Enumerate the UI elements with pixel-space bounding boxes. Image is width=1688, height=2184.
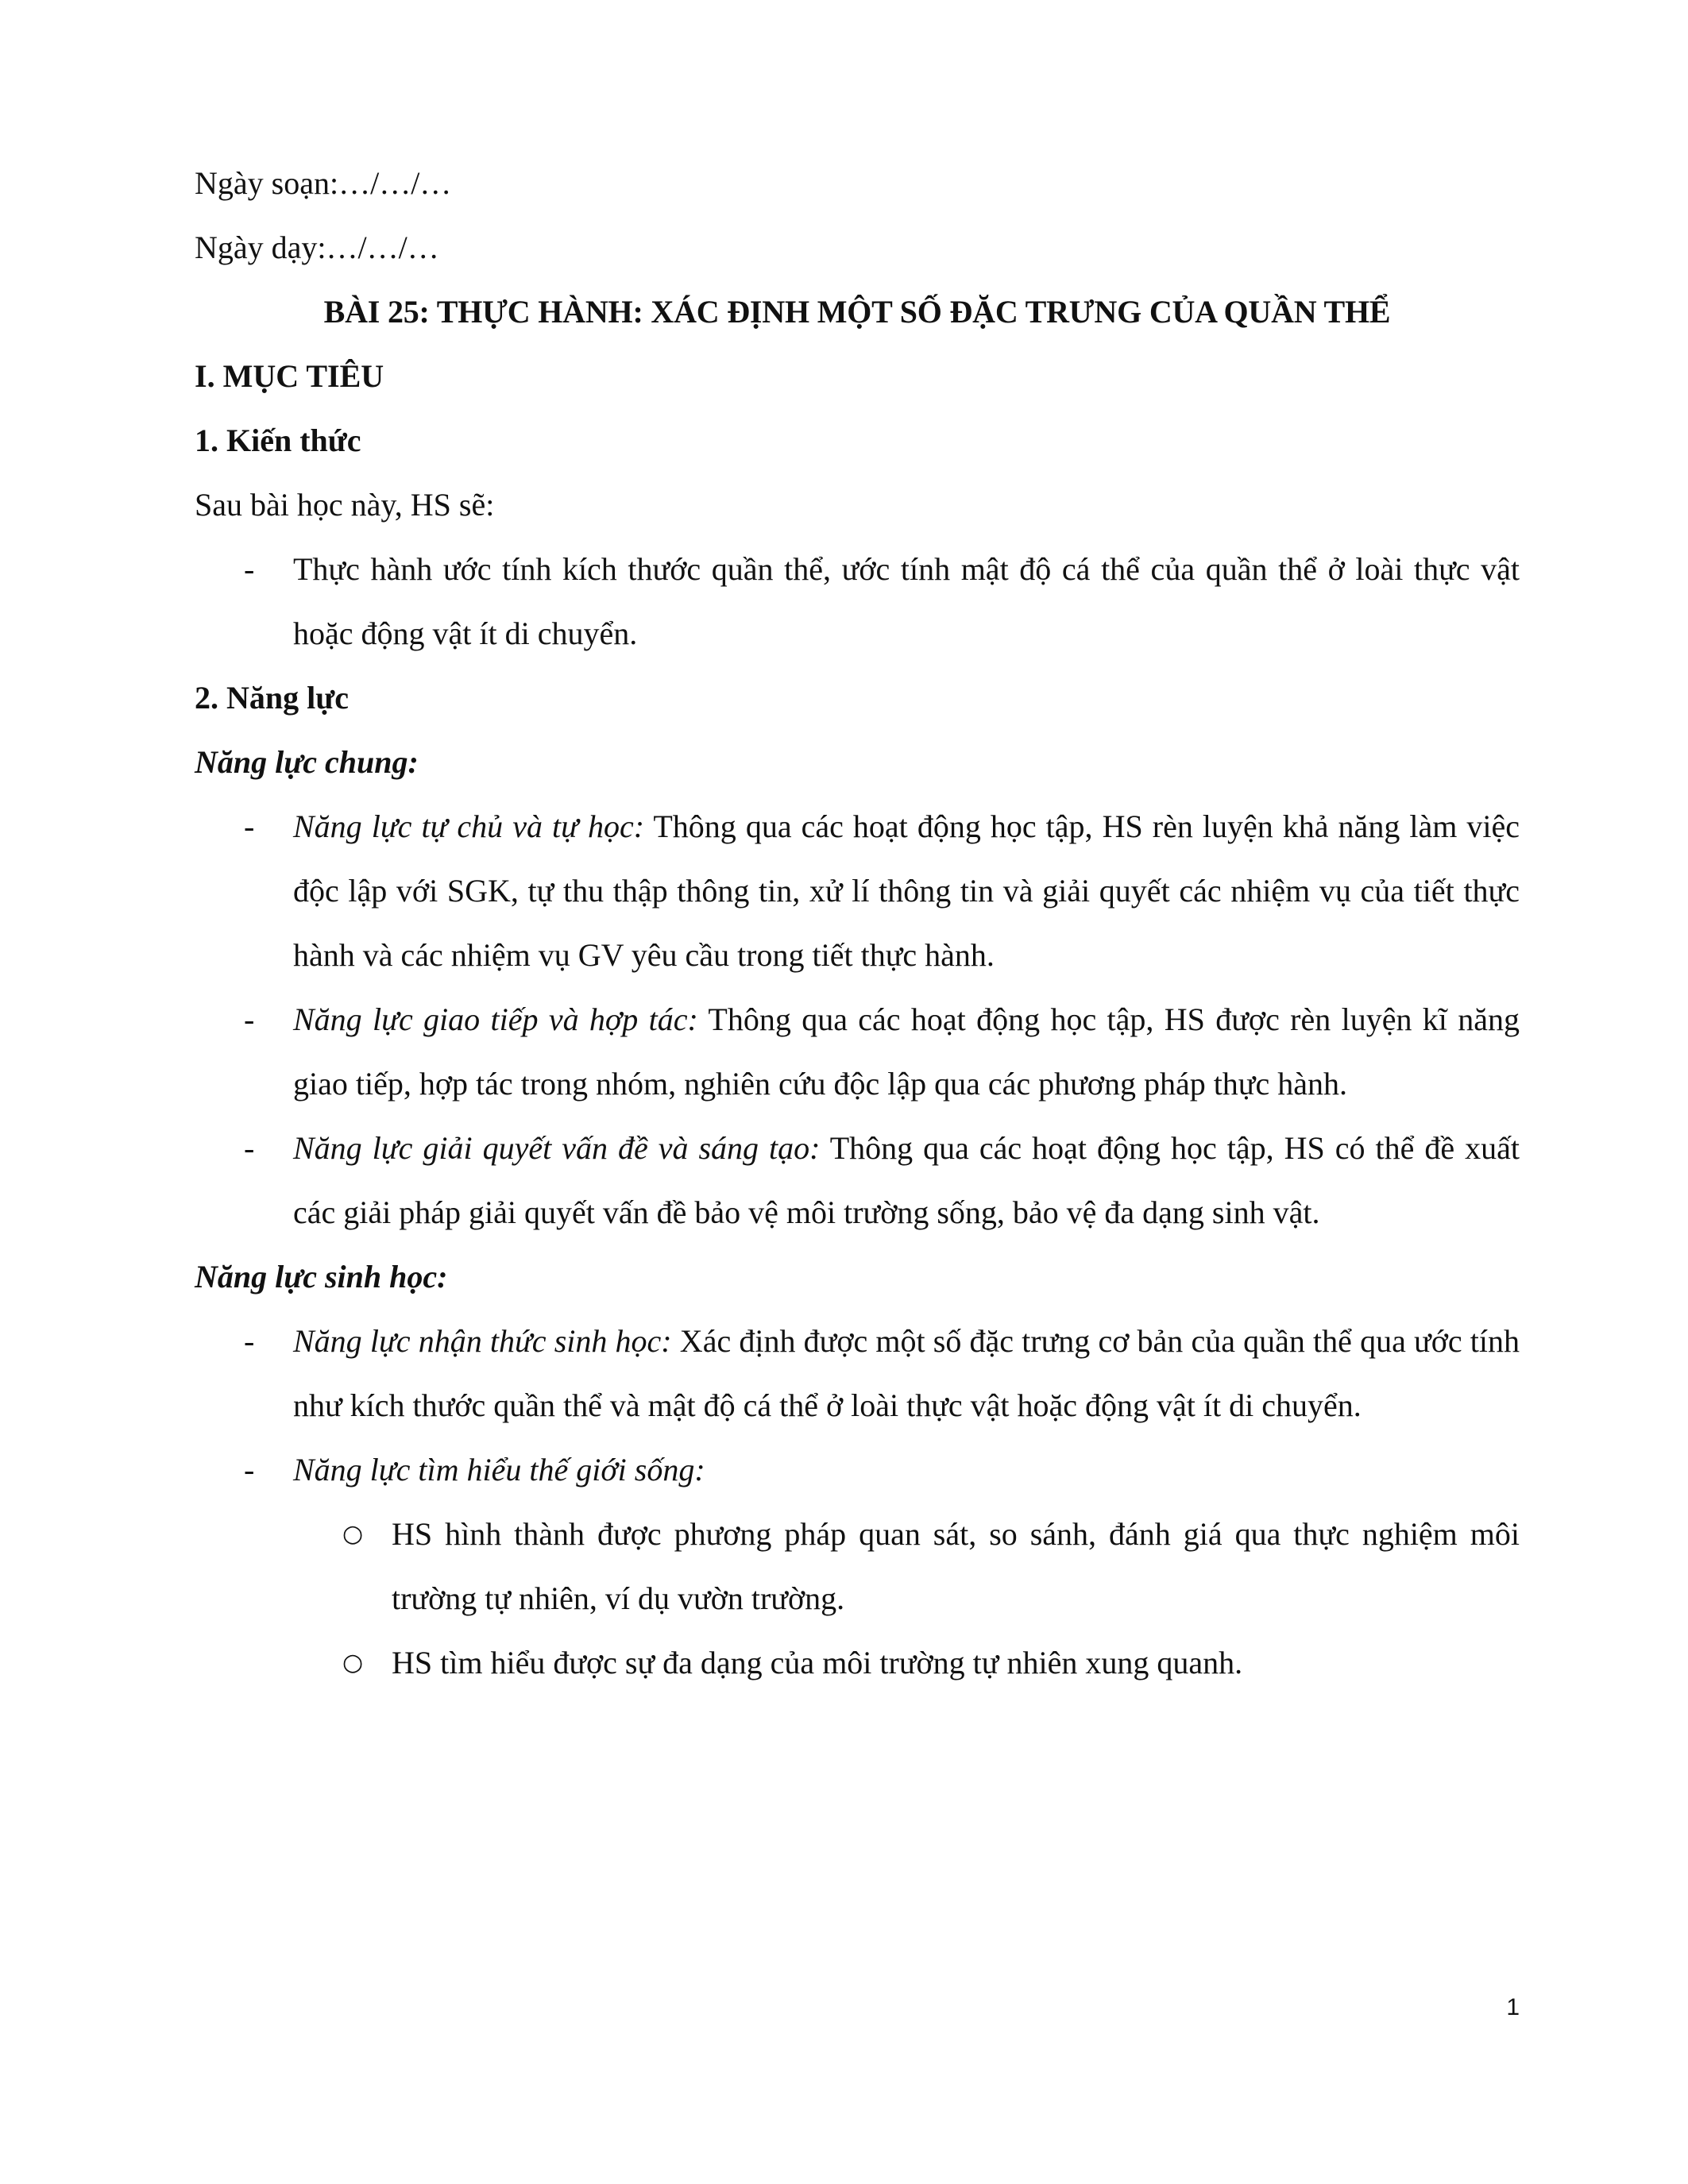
page-number: 1	[1506, 1994, 1520, 2020]
knowledge-item-text: Thực hành ước tính kích thước quần thể, ước tính mật độ cá thể của quần thể ở loài thực vật hoặc động vật ít di chuyển.	[293, 551, 1520, 651]
dash-bullet: -	[244, 1001, 255, 1037]
general-competence-item	[195, 794, 1520, 987]
competence-text: Xác định được một số đặc trưng cơ bản của quần thể qua ước tính như kích thước quần thể và mật độ cá thể ở loài thực vật hoặc động vật ít di chuyển.	[293, 1323, 1520, 1423]
competence-text: Thông qua các hoạt động học tập, HS có thể đề xuất các giải pháp giải quyết vấn đề bảo vệ môi trường sống, bảo vệ đa dạng sinh vật.	[293, 1130, 1520, 1230]
dash-bullet: -	[244, 1452, 255, 1488]
biology-competence-item	[195, 1309, 1520, 1437]
section-heading-objectives: I. MỤC TIÊU	[195, 358, 384, 394]
competence-text: Thông qua các hoạt động học tập, HS được rèn luyện kĩ năng giao tiếp, hợp tác trong nhóm, nghiên cứu độc lập qua các phương pháp thực hành.	[293, 1001, 1520, 1102]
document-page	[195, 151, 1520, 1695]
general-competence-item	[195, 1116, 1520, 1244]
competence-text: Thông qua các hoạt động học tập, HS rèn luyện khả năng làm việc độc lập với SGK, tự thu thập thông tin, xử lí thông tin và giải quyết các nhiệm vụ của tiết thực hành và các nhiệm vụ GV yêu cầu trong tiết thực hành.	[293, 808, 1520, 973]
competence-label: Năng lực giao tiếp và hợp tác:	[293, 1001, 698, 1037]
subheading-competence: 2. Năng lực	[195, 680, 350, 716]
dash-bullet: -	[244, 808, 255, 844]
dash-bullet: -	[244, 551, 255, 587]
circle-bullet-icon: ○	[342, 1520, 364, 1548]
competence-label: Năng lực giải quyết vấn đề và sáng tạo:	[293, 1130, 821, 1166]
biology-competence-item	[195, 1437, 1520, 1502]
competence-label: Năng lực tự chủ và tự học:	[293, 808, 645, 844]
competence-label: Năng lực tìm hiểu thế giới sống:	[293, 1452, 705, 1488]
knowledge-intro: Sau bài học này, HS sẽ:	[195, 487, 495, 523]
circle-bullet-icon: ○	[342, 1649, 364, 1677]
knowledge-item	[195, 537, 1520, 666]
biology-competence-heading: Năng lực sinh học:	[195, 1259, 448, 1295]
prep-date: Ngày soạn:…/…/…	[195, 165, 452, 201]
biology-subitem	[195, 1502, 1520, 1630]
subitem-text: HS tìm hiểu được sự đa dạng của môi trường tự nhiên xung quanh.	[392, 1645, 1243, 1680]
general-competence-item	[195, 987, 1520, 1116]
teach-date: Ngày dạy:…/…/…	[195, 230, 439, 265]
lesson-title: BÀI 25: THỰC HÀNH: XÁC ĐỊNH MỘT SỐ ĐẶC TRƯNG CỦA QUẦN THỂ	[323, 294, 1391, 330]
dash-bullet: -	[244, 1130, 255, 1166]
subitem-text: HS hình thành được phương pháp quan sát, so sánh, đánh giá qua thực nghiệm môi trường tự nhiên, ví dụ vườn trường.	[392, 1516, 1520, 1616]
biology-subitem	[195, 1630, 1520, 1695]
dash-bullet: -	[244, 1323, 255, 1359]
subheading-knowledge: 1. Kiến thức	[195, 423, 361, 458]
competence-label: Năng lực nhận thức sinh học:	[293, 1323, 672, 1359]
general-competence-heading: Năng lực chung:	[195, 744, 419, 780]
